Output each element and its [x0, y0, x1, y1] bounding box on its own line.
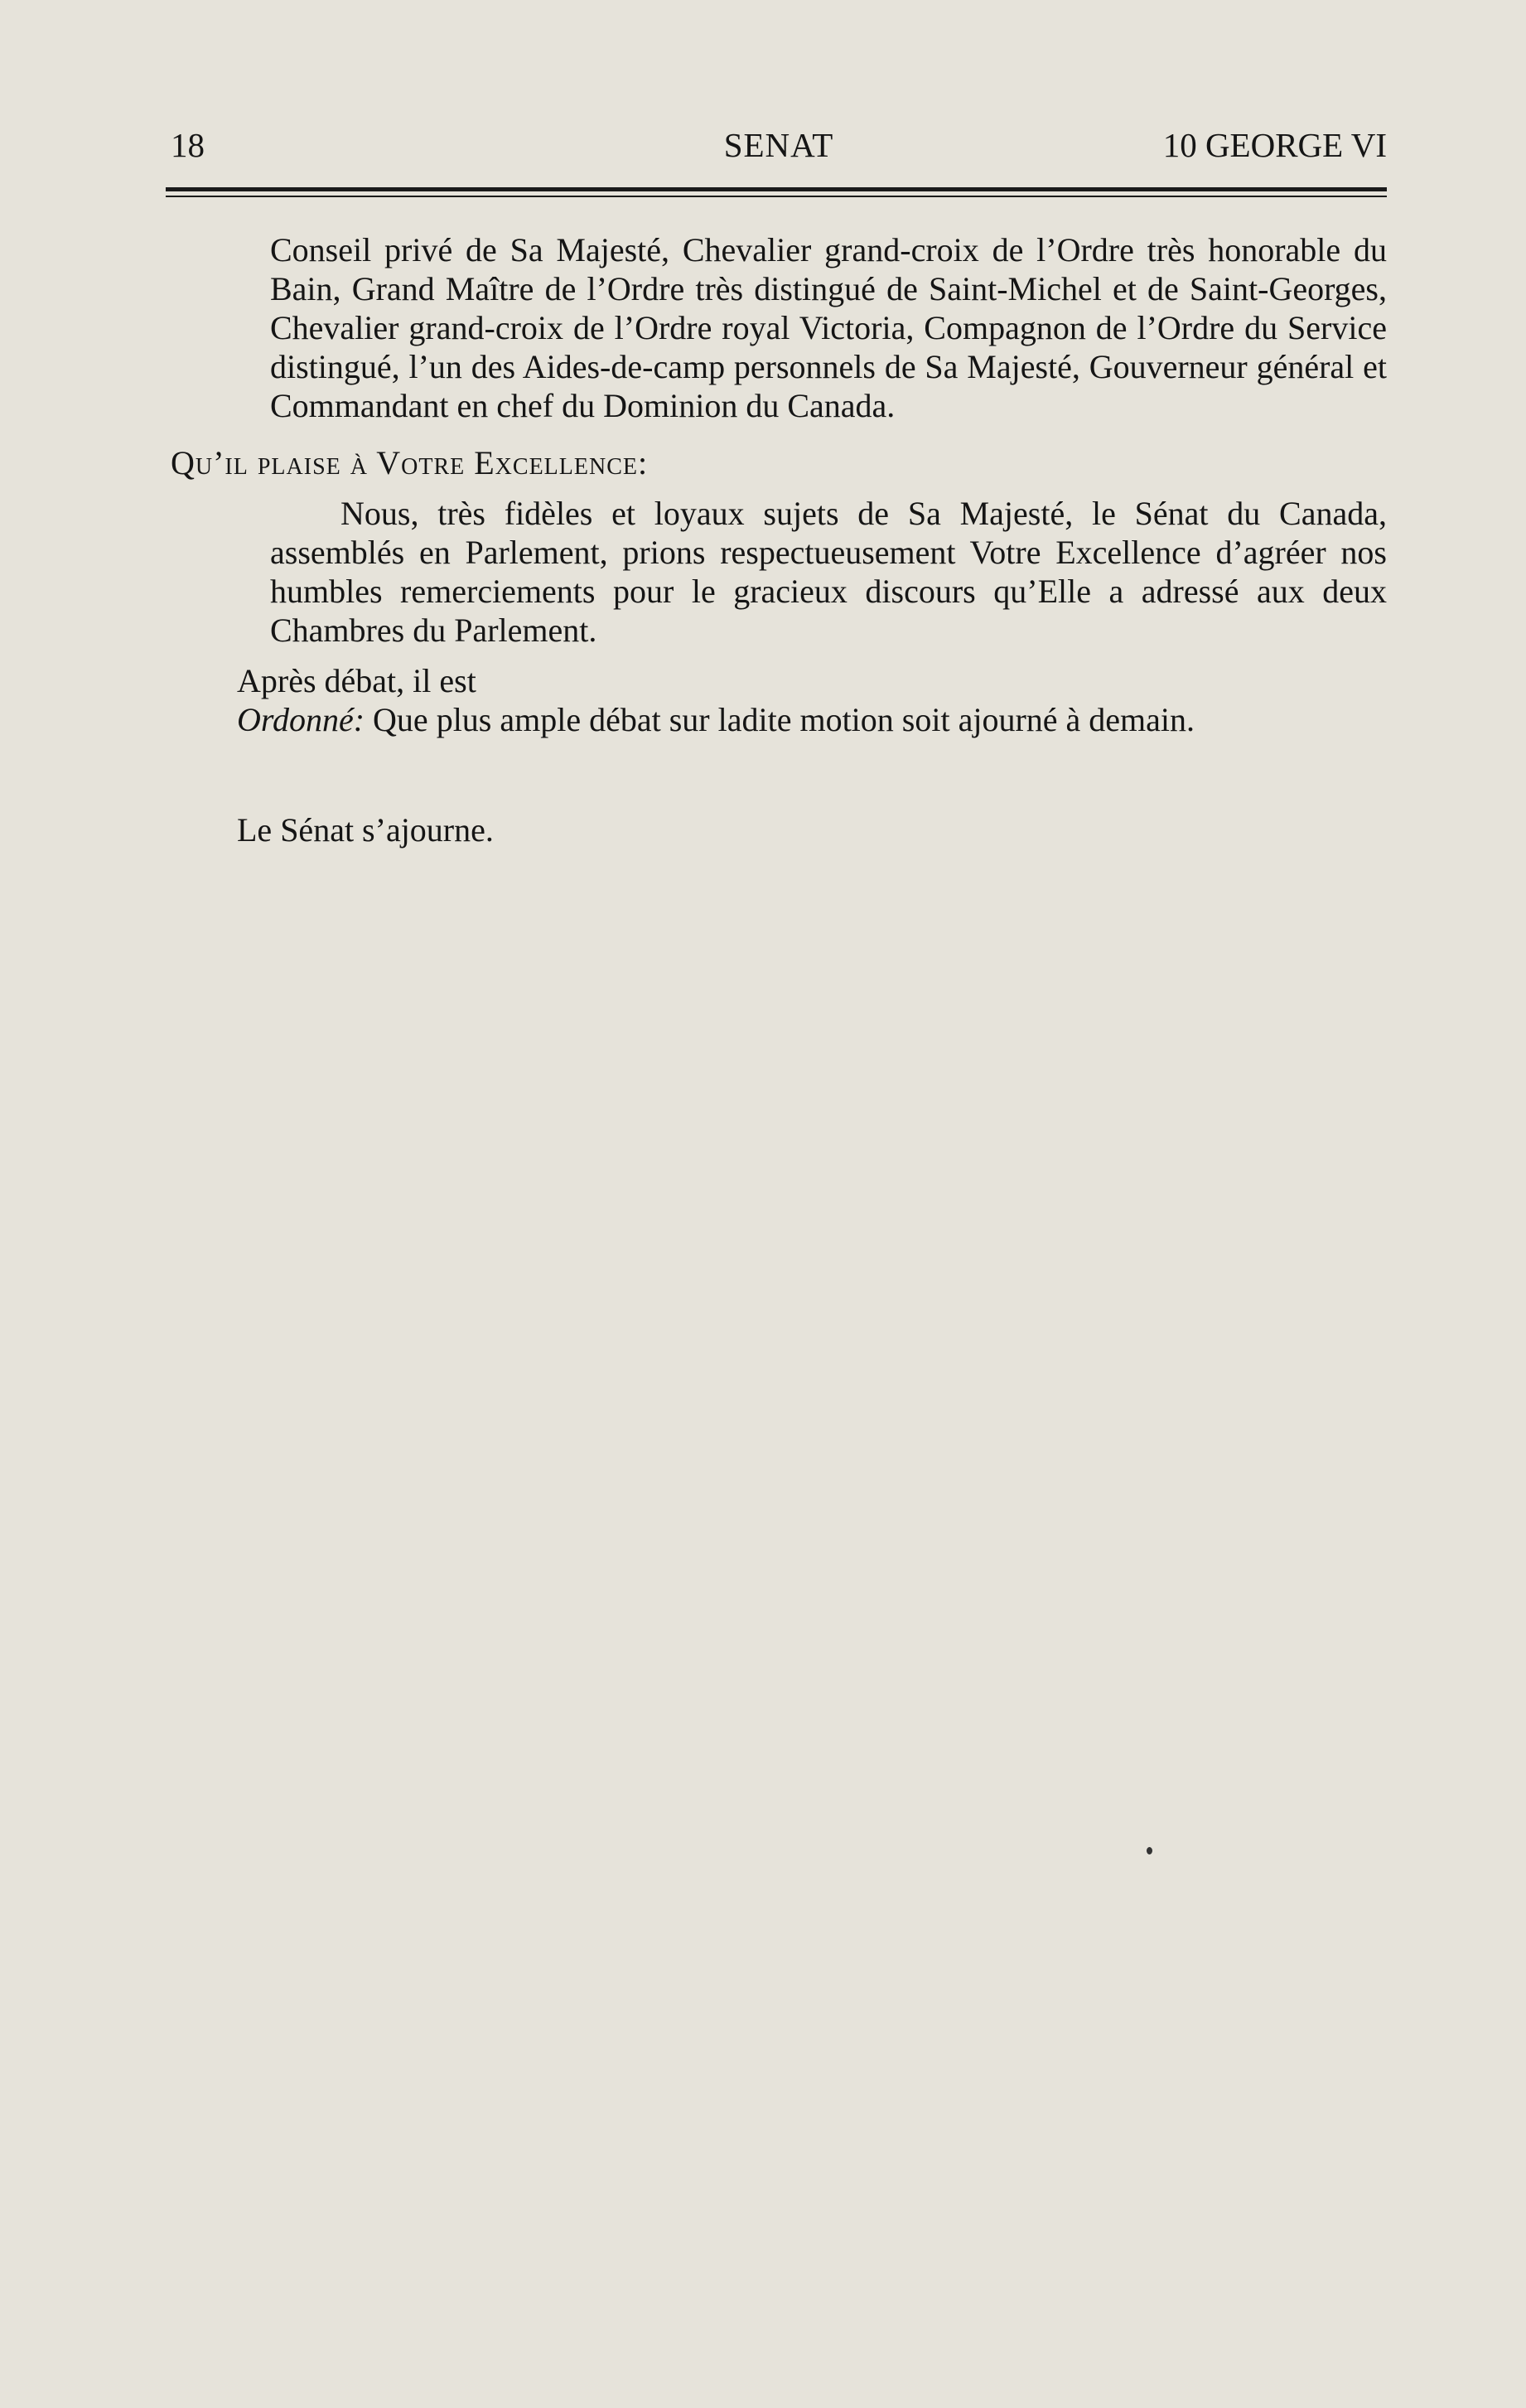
ink-speck: [1147, 1847, 1152, 1854]
after-debate-line: Après débat, il est: [237, 662, 476, 699]
header-rule-thin: [166, 196, 1387, 197]
adjournment-line: Le Sénat s’ajourne.: [237, 811, 494, 849]
ordered-text: Que plus ample débat sur ladite motion soit ajourné à demain.: [365, 701, 1195, 738]
page-header: [171, 124, 1387, 166]
ordered-line: [237, 700, 1387, 739]
page-number: 18: [171, 126, 205, 164]
regnal-year: 10 GEORGE VI: [1162, 126, 1387, 164]
petition-heading: Qu’il plaise à Votre Excellence:: [171, 444, 649, 481]
address-continuation: Conseil privé de Sa Majesté, Chevalier grand-croix de l’Ordre très honorable du Bain, Grand Maître de l’Ordre très distingué de Saint-Michel et de Saint-Georges, Chevalier grand-croix de l’Ordre royal Victoria, Compagnon de l’Ordre du Service distingué, l’un des Aides-de-camp personnels de Sa Majesté, Gouverneur général et Commandant en chef du Dominion du Canada.: [270, 231, 1387, 424]
ordered-label: Ordonné:: [237, 701, 365, 738]
petition-paragraph: Nous, très fidèles et loyaux sujets de Sa Majesté, le Sénat du Canada, assemblés en Parlement, prions respectueusement Votre Excellence d’agréer nos humbles remerciements pour le gracieux discours qu’Elle a adressé aux deux Chambres du Parlement.: [270, 495, 1387, 649]
page-body: [171, 230, 1387, 849]
header-rule-thick: [166, 187, 1387, 191]
running-title: SENAT: [723, 126, 834, 164]
